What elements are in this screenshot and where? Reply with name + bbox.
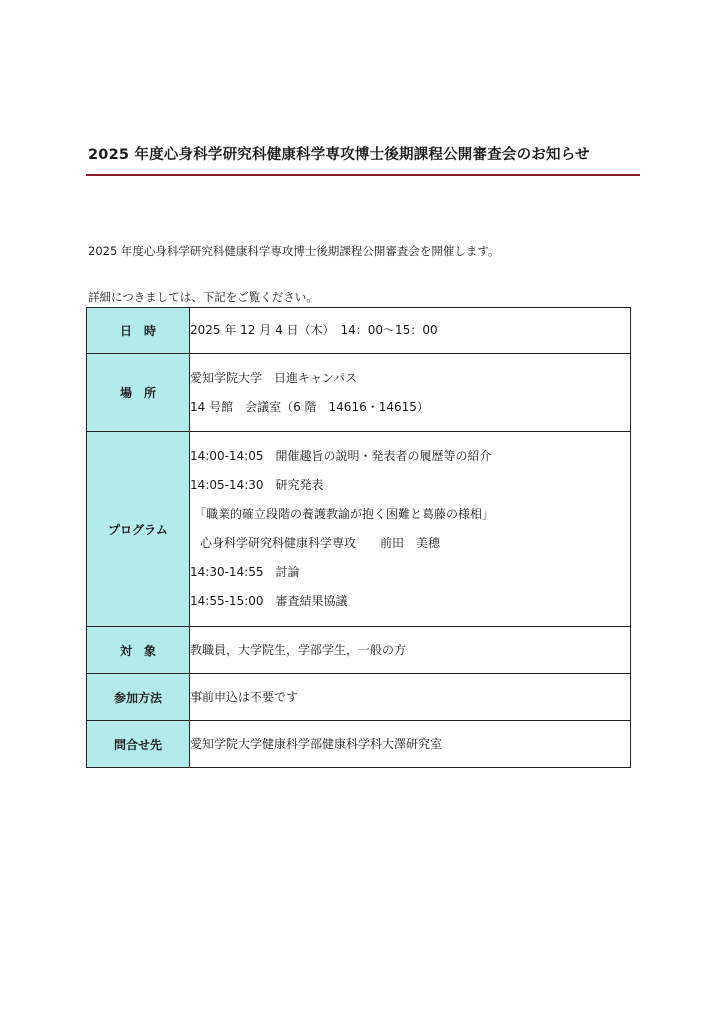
program-item: 14:30-14:55 討論	[190, 565, 300, 579]
program-value	[190, 432, 631, 627]
table-row-place	[87, 354, 631, 432]
method-text: 事前申込は不要です	[190, 689, 299, 704]
intro-text: 2025 年度心身科学研究科健康科学専攻博士後期課程公開審査会を開催します。	[88, 244, 500, 258]
target-label: 対 象	[87, 627, 190, 674]
table-row-method	[87, 674, 631, 721]
method-value	[190, 674, 631, 721]
datetime-text: 2025 年 12 月 4 日（木） 14：00～15：00	[190, 323, 438, 337]
place-line-2: 14 号館 会議室（6 階 14616・14615）	[190, 399, 429, 414]
method-label: 参加方法	[87, 674, 190, 721]
detail-note: 詳細につきましては、下記をご覧ください。	[88, 290, 318, 304]
table-row-target	[87, 627, 631, 674]
place-label: 場 所	[87, 354, 190, 432]
program-item: 14:00-14:05 開催趣旨の説明・発表者の履歴等の紹介	[190, 449, 492, 463]
program-item: 14:55-15:00 審査結果協議	[190, 594, 348, 608]
contact-label: 問合せ先	[87, 721, 190, 768]
table-row-contact	[87, 721, 631, 768]
info-table	[86, 307, 631, 768]
program-presenter: 心身科学研究科健康科学専攻 前田 美穂	[200, 536, 441, 550]
target-text: 教職員，大学院生，学部学生，一般の方	[190, 642, 407, 657]
program-item: 14:05-14:30 研究発表	[190, 478, 324, 492]
program-presentation-title: 「職業的確立段階の養護教諭が抱く困難と葛藤の様相」	[194, 507, 495, 521]
page-title: 2025 年度心身科学研究科健康科学専攻博士後期課程公開審査会のお知らせ	[88, 147, 590, 163]
program-label: プログラム	[87, 432, 190, 627]
place-line-1: 愛知学院大学 日進キャンパス	[190, 370, 358, 385]
target-value	[190, 627, 631, 674]
title-underline	[86, 174, 640, 176]
datetime-label: 日 時	[87, 308, 190, 354]
table-row-datetime	[87, 308, 631, 354]
table-row-program	[87, 432, 631, 627]
datetime-value	[190, 308, 631, 354]
place-value	[190, 354, 631, 432]
contact-text: 愛知学院大学健康科学部健康科学科大澤研究室	[190, 736, 443, 751]
contact-value	[190, 721, 631, 768]
